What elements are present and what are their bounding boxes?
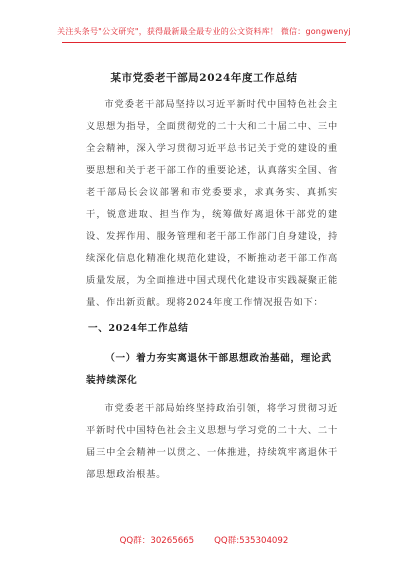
footer-contact	[0, 534, 408, 546]
section-heading: 一、2024年工作总结	[88, 323, 189, 334]
document-title: 某市党委老干部局2024年度工作总结	[110, 72, 298, 84]
header-banner: 关注头条号"公文研究"，获得最新最全最专业的公文资料库！ 微信：gongwenyj	[57, 27, 351, 36]
footer-qq-group-1: QQ群：30265665	[119, 536, 195, 546]
header-divider	[62, 42, 346, 43]
footer-qq-group-2: QQ群:535304092	[214, 536, 289, 546]
subsection-paragraph: 市党委老干部局始终坚持政治引领，将学习贯彻习近平新时代中国特色社会主义思想与学习党的二十大、二十届三中全会精神一以贯之、一体推进，持续筑牢离退休干部思想政治根基。	[86, 403, 338, 480]
subsection-heading: （一）着力夯实离退休干部思想政治基础，理论武装持续深化	[86, 353, 332, 386]
intro-paragraph: 市党委老干部局坚持以习近平新时代中国特色社会主义思想为指导，全面贯彻党的二十大和二十届二中、三中全会精神，深入学习贯彻习近平总书记关于党的建设的重要思想和关于老干部工作的重要论述，认真落实全国、省老干部局长会议部署和市党委要求，求真务实、真抓实干，锐意进取、担当作为，统筹做好离退休干部党的建设、发挥作用、服务管理和老干部工作部门自身建设，持续深化信息化精准化规范化建设，不断推动老干部工作高质量发展，为全面推进中国式现代化建设市实践凝聚正能量、作出新贡献。现将2024年度工作情况报告如下：	[86, 99, 338, 308]
